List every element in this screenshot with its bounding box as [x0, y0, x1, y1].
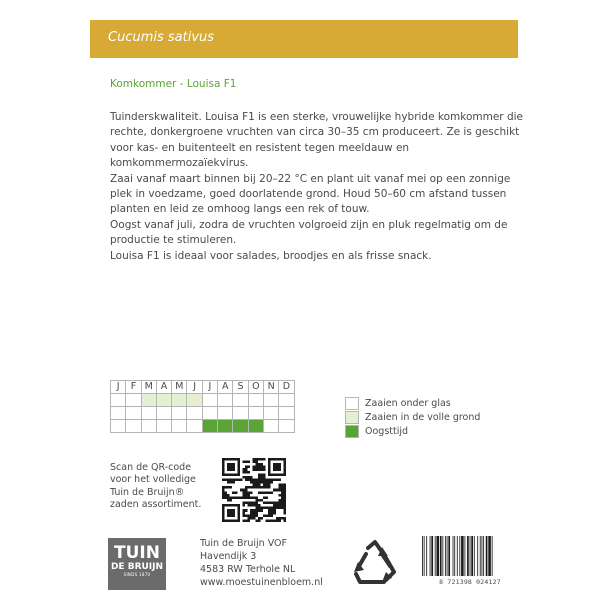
month-label: A [156, 381, 171, 394]
calendar-cell-zaaien-volle-grond [172, 407, 187, 420]
calendar-cell-zaaien-volle-grond [156, 407, 171, 420]
logo-text: SINDS 1870 [123, 572, 151, 577]
paragraph: Zaai vanaf maart binnen bij 20–22 °C en plant uit vanaf mei op een zonnige plek in voedzame, goed doorlatende grond. Houd 50–60 cm afstand tussen planten en leid ze omhoog langs een rek of touw. [110, 172, 511, 216]
calendar-cell-zaaien-onder-glas [141, 394, 156, 407]
qr-caption-line: Tuin de Bruijn® [110, 486, 185, 498]
calendar-cell-zaaien-onder-glas [126, 394, 141, 407]
calendar-cell-zaaien-onder-glas [248, 394, 263, 407]
recycle-icon [348, 538, 402, 588]
company-address [200, 537, 323, 589]
calendar-cell-zaaien-volle-grond [248, 407, 263, 420]
calendar-cell-zaaien-volle-grond [218, 407, 233, 420]
calendar-cell-zaaien-volle-grond [187, 407, 202, 420]
calendar-cell-zaaien-onder-glas [218, 394, 233, 407]
calendar-cell-zaaien-volle-grond [263, 407, 278, 420]
calendar-cell-oogsttijd [156, 420, 171, 433]
calendar-cell-oogsttijd [279, 420, 294, 433]
calendar-cell-zaaien-volle-grond [202, 407, 217, 420]
calendar-cell-oogsttijd [233, 420, 248, 433]
legend-label: Zaaien onder glas [365, 397, 451, 409]
qr-caption-line: Scan de QR-code [110, 462, 192, 473]
calendar-cell-zaaien-onder-glas [187, 394, 202, 407]
paragraph: Louisa F1 is ideaal voor salades, broodjes en als frisse snack. [110, 249, 432, 262]
product-subtitle: Komkommer - Louisa F1 [110, 78, 237, 90]
calendar-header-row [111, 381, 295, 394]
legend-item [345, 410, 480, 424]
calendar-legend [345, 396, 480, 438]
description [110, 110, 530, 264]
month-label: F [126, 381, 141, 394]
calendar-row [111, 394, 295, 407]
month-label: D [279, 381, 294, 394]
calendar-row [111, 407, 295, 420]
month-label: M [141, 381, 156, 394]
calendar-cell-zaaien-onder-glas [156, 394, 171, 407]
month-label: S [233, 381, 248, 394]
calendar-cell-oogsttijd [248, 420, 263, 433]
calendar-cell-zaaien-volle-grond [279, 407, 294, 420]
calendar-cell-oogsttijd [187, 420, 202, 433]
calendar-cell-zaaien-onder-glas [279, 394, 294, 407]
logo-text: DE BRUIJN [110, 562, 164, 572]
legend-label: Zaaien in de volle grond [365, 411, 481, 423]
address-line: 4583 RW Terhole NL [200, 564, 296, 575]
legend-label: Oogsttijd [365, 425, 409, 437]
calendar-cell-zaaien-volle-grond [111, 407, 126, 420]
calendar-cell-oogsttijd [172, 420, 187, 433]
calendar-cell-oogsttijd [141, 420, 156, 433]
month-label: M [172, 381, 187, 394]
month-label: N [263, 381, 278, 394]
logo-text: TUIN [114, 543, 160, 563]
month-label: J [111, 381, 126, 394]
calendar-cell-zaaien-volle-grond [141, 407, 156, 420]
paragraph: Oogst vanaf juli, zodra de vruchten volgroeid zijn en pluk regelmatig om de productie te stimuleren. [110, 218, 508, 247]
legend-swatch [345, 425, 359, 438]
brand-logo [108, 538, 166, 590]
sowing-calendar [110, 380, 295, 433]
qr-caption [110, 462, 230, 512]
barcode-icon [420, 536, 520, 584]
latin-name: Cucumis sativus [108, 30, 215, 45]
calendar-cell-zaaien-onder-glas [111, 394, 126, 407]
address-line: Tuin de Bruijn VOF [200, 538, 287, 549]
header-band [90, 20, 518, 58]
calendar-cell-oogsttijd [202, 420, 217, 433]
calendar-cell-zaaien-onder-glas [172, 394, 187, 407]
website-link[interactable]: www.moestuinenbloem.nl [200, 577, 323, 588]
legend-swatch [345, 411, 359, 424]
legend-item [345, 396, 480, 410]
calendar-cell-oogsttijd [218, 420, 233, 433]
month-label: J [202, 381, 217, 394]
qr-caption-line: zaden assortiment. [110, 499, 202, 511]
calendar-cell-zaaien-onder-glas [202, 394, 217, 407]
month-label: J [187, 381, 202, 394]
qr-caption-line: voor het volledige [110, 474, 196, 486]
calendar-cell-zaaien-volle-grond [233, 407, 248, 420]
calendar-cell-zaaien-onder-glas [233, 394, 248, 407]
calendar-cell-oogsttijd [263, 420, 278, 433]
legend-item [345, 424, 480, 438]
calendar-cell-oogsttijd [126, 420, 141, 433]
calendar-cell-zaaien-onder-glas [263, 394, 278, 407]
address-line: Havendijk 3 [200, 551, 257, 562]
month-label: A [218, 381, 233, 394]
calendar-cell-oogsttijd [111, 420, 126, 433]
barcode-number: 8 721398 024127 [439, 578, 501, 586]
qr-code-icon[interactable] [222, 458, 286, 522]
legend-swatch [345, 397, 359, 410]
month-label: O [248, 381, 263, 394]
calendar-row [111, 420, 295, 433]
paragraph: Tuinderskwaliteit. Louisa F1 is een sterke, vrouwelijke hybride komkommer die rechte, donkergroene vruchten van circa 30–35 cm produceert. Ze is geschikt voor kas- en buitenteelt en resistent tegen meeldauw en komkommermozaïekvirus. [110, 111, 524, 170]
calendar-cell-zaaien-volle-grond [126, 407, 141, 420]
